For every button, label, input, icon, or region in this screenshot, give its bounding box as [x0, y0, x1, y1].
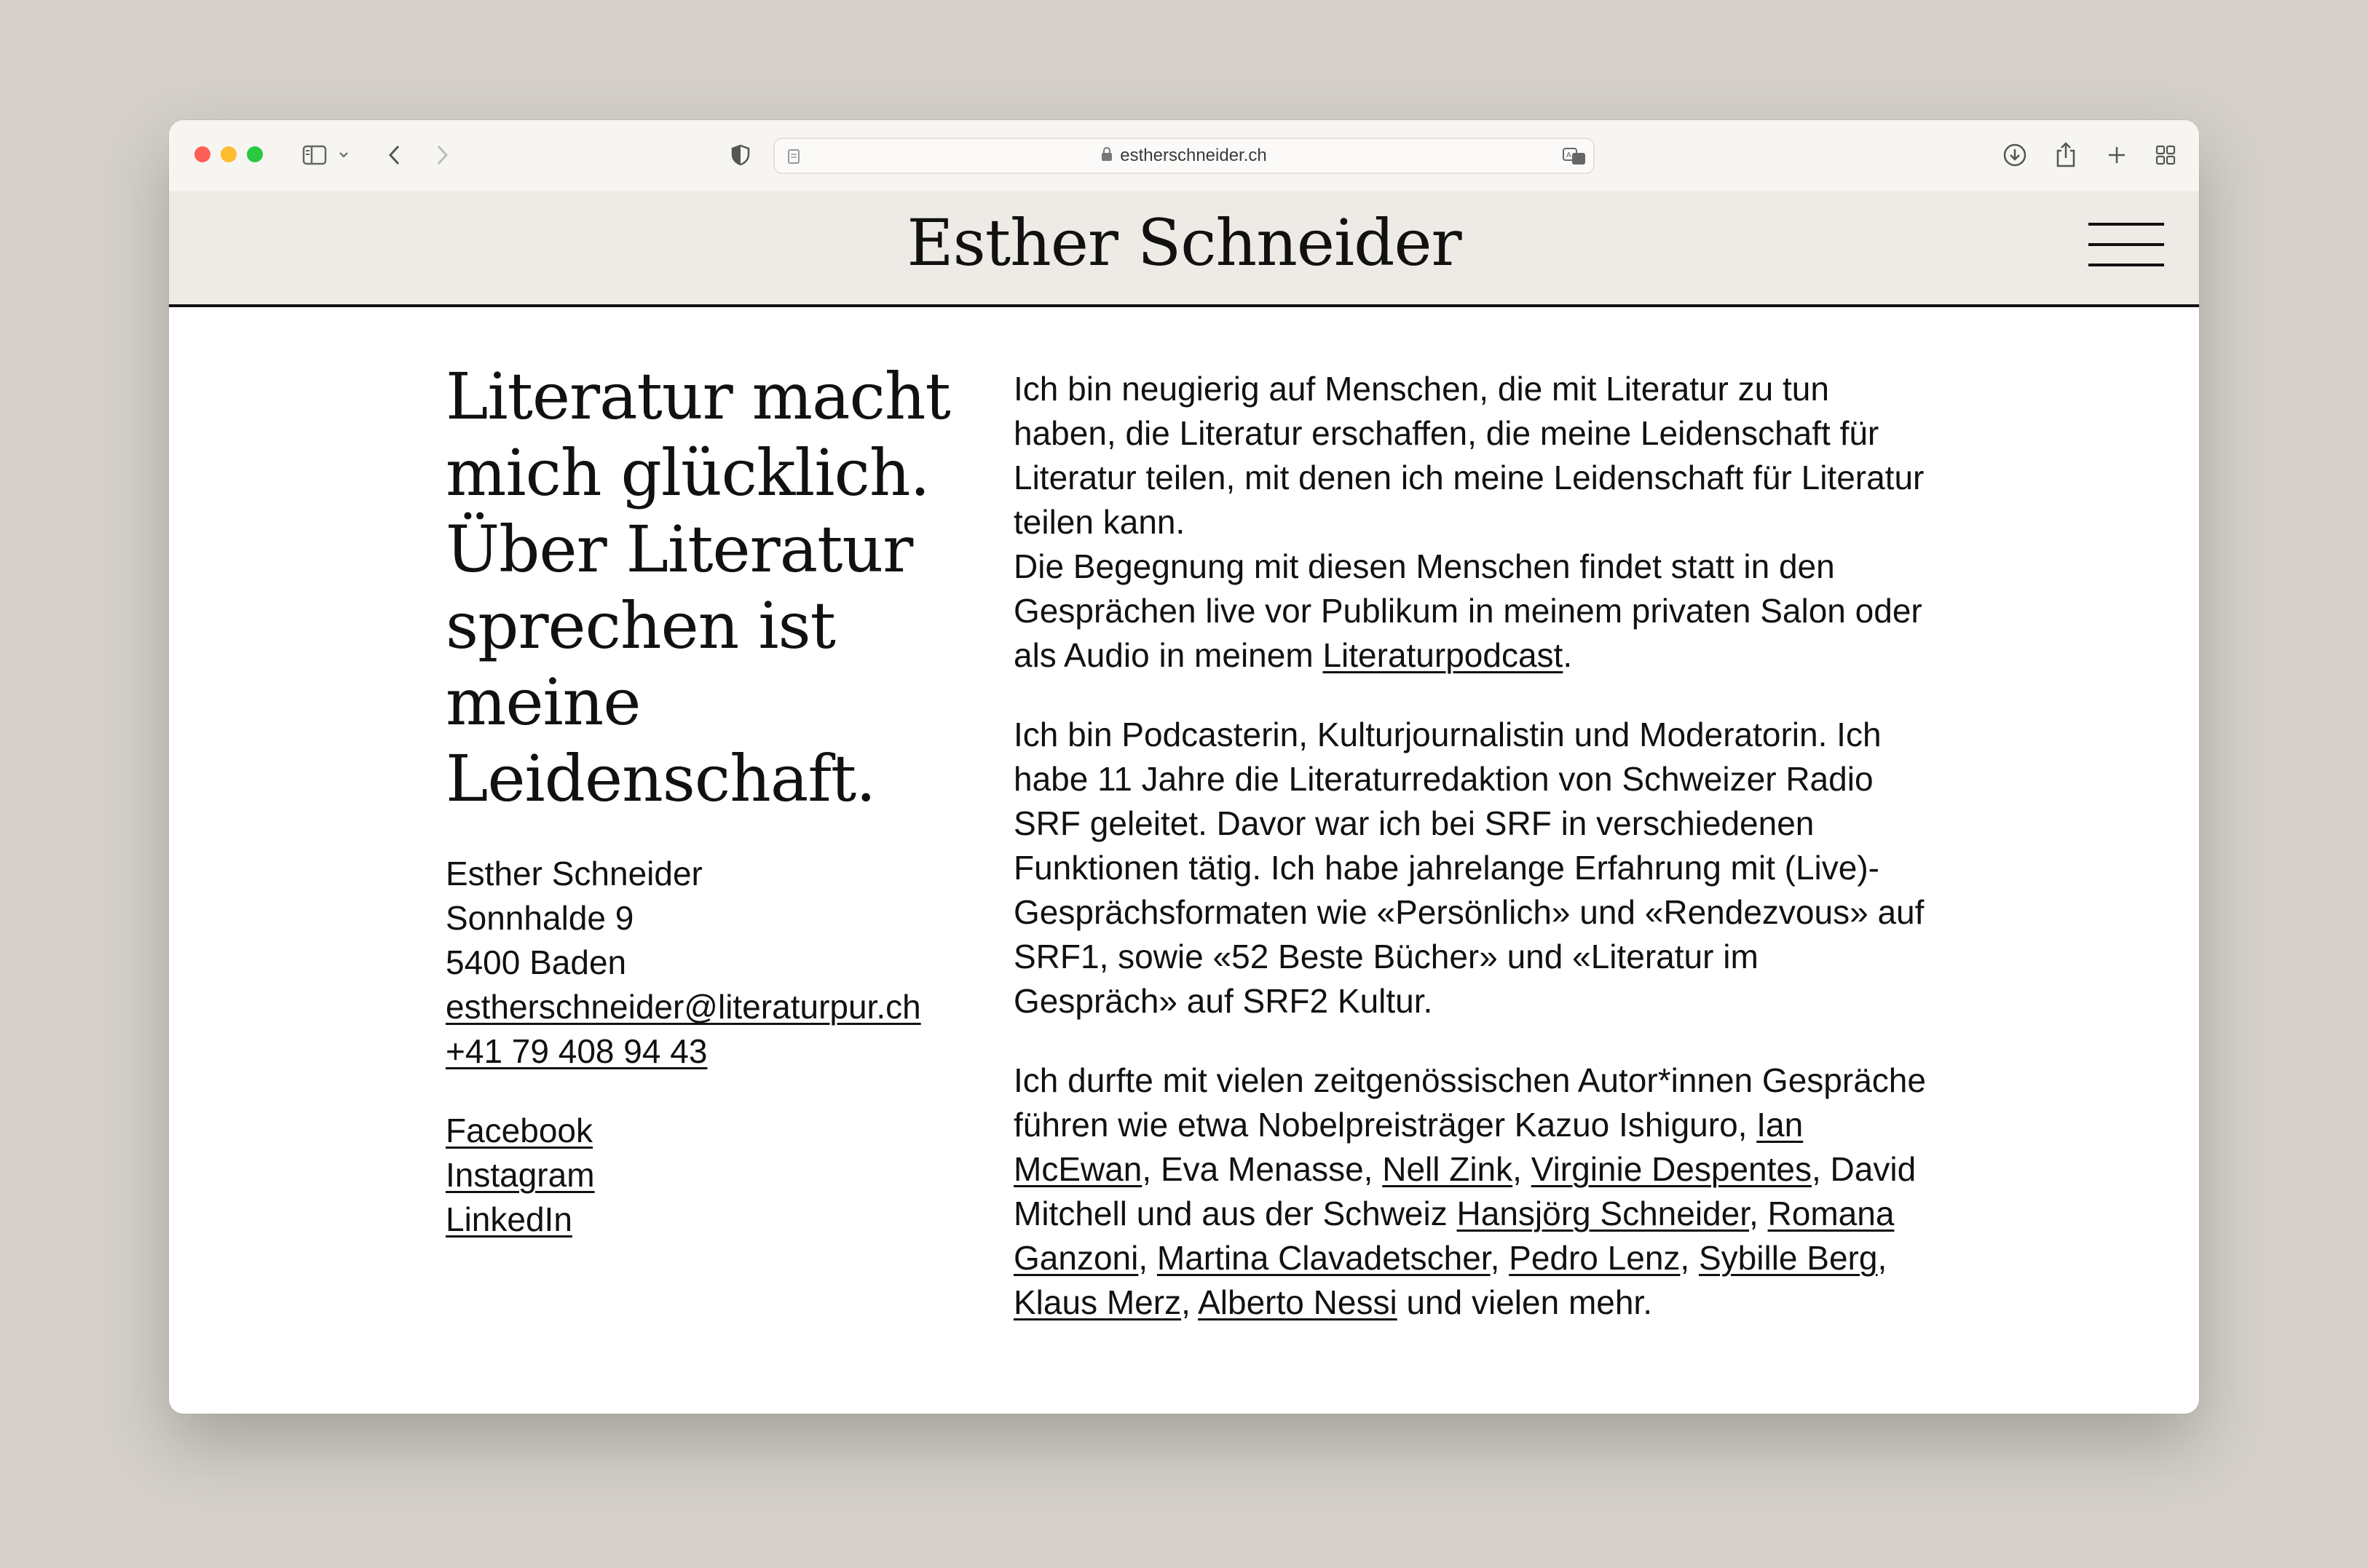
browser-window	[169, 120, 2199, 1414]
address-bar[interactable]	[773, 138, 1595, 174]
sidebar-icon[interactable]	[300, 140, 329, 170]
privacy-shield-icon[interactable]	[726, 140, 755, 170]
left-column	[446, 358, 970, 1242]
svg-text:A: A	[1566, 151, 1571, 159]
new-tab-icon[interactable]	[2102, 140, 2131, 170]
minimize-window-button[interactable]	[221, 146, 237, 162]
site-title[interactable]: Esther Schneider	[907, 205, 1461, 280]
right-column	[1014, 367, 1931, 1360]
author-link-martina-clavadetscher[interactable]: Martina Clavadetscher	[1156, 1239, 1491, 1277]
site-header	[169, 191, 2199, 307]
author-link-hansjoerg-schneider[interactable]: Hansjörg Schneider	[1456, 1195, 1749, 1232]
url-display[interactable]	[775, 139, 1593, 173]
podcast-link[interactable]: Literaturpodcast	[1322, 636, 1563, 674]
download-icon[interactable]	[2000, 140, 2029, 170]
phone-link[interactable]: +41 79 408 94 43	[446, 1032, 708, 1070]
author-link-romana-ganzoni[interactable]: Romana Ganzoni	[1014, 1195, 1895, 1277]
intro-paragraph: Ich bin neugierig auf Menschen, die mit Literatur zu tun haben, die Literatur erschaffen, die meine Leidenschaft für Literatur teilen, mit denen ich meine Leidenschaft für Literatur teilen kann. Die Begegnung mit diesen Menschen findet statt in den Gesprächen live vor Publikum in meinem privaten Salon oder als Audio in meinem Literaturpodcast.	[1014, 370, 1925, 674]
intro-text-2: Die Begegnung mit diesen Menschen findet statt in den Gesprächen live vor Publikum in meinem privaten Salon oder als Audio in meinem	[1014, 547, 1922, 674]
browser-toolbar	[169, 120, 2199, 192]
author-link-klaus-merz[interactable]: Klaus Merz	[1014, 1283, 1182, 1321]
contact-city: 5400 Baden	[446, 943, 627, 981]
linkedin-link[interactable]: LinkedIn	[446, 1200, 572, 1238]
author-link-virginie-despentes[interactable]: Virginie Despentes	[1531, 1150, 1812, 1188]
author-link-nell-zink[interactable]: Nell Zink	[1382, 1150, 1513, 1188]
close-window-button[interactable]	[194, 146, 210, 162]
forward-icon[interactable]	[427, 140, 457, 170]
author-link-ian-mcewan[interactable]: Ian McEwan	[1014, 1106, 1804, 1188]
intro-headline: Literatur macht mich glücklich. Über Literatur sprechen ist meine Leidenschaft.	[446, 359, 950, 816]
author-link-pedro-lenz[interactable]: Pedro Lenz	[1509, 1239, 1681, 1277]
chevron-down-icon[interactable]	[336, 140, 351, 170]
intro-text-1: Ich bin neugierig auf Menschen, die mit Literatur zu tun haben, die Literatur erschaffen, die meine Leidenschaft für Literatur teilen, mit denen ich meine Leidenschaft für Literatur teilen kann.	[1014, 370, 1925, 541]
tab-overview-icon[interactable]	[2151, 140, 2180, 170]
share-icon[interactable]	[2051, 140, 2080, 170]
author-link-alberto-nessi[interactable]: Alberto Nessi	[1198, 1283, 1397, 1321]
instagram-link[interactable]: Instagram	[446, 1156, 595, 1194]
author-link-sybille-berg[interactable]: Sybille Berg	[1698, 1239, 1878, 1277]
url-text: estherschneider.ch	[1120, 146, 1267, 165]
translate-icon[interactable]	[1560, 142, 1589, 171]
bio-paragraph: Ich bin Podcasterin, Kulturjournalistin und Moderatorin. Ich habe 11 Jahre die Literaturredaktion von Schweizer Radio SRF geleitet. Davor war ich bei SRF in verschiedenen Funktionen tätig. Ich habe jahrelange Erfahrung mit (Live)-Gesprächsformaten wie «Persönlich» und «Rendezvous» auf SRF1, sowie «52 Beste Bücher» und «Literatur im Gespräch» auf SRF2 Kultur.	[1014, 716, 1925, 1020]
email-link[interactable]: estherschneider@literaturpur.ch	[446, 988, 921, 1026]
lock-icon	[1101, 140, 1113, 173]
authors-paragraph: Ich durfte mit vielen zeitgenössischen Autor*innen Gespräche führen wie etwa Nobelpreisträger Kazuo Ishiguro, Ian McEwan, Eva Menasse, Nell Zink, Virginie Despentes, David Mitchell und aus der Schweiz Hansjörg Schneider, Romana Ganzoni, Martina Clavadetscher, Pedro Lenz, Sybille Berg, Klaus Merz, Alberto Nessi und vielen mehr.	[1014, 1061, 1926, 1321]
contact-block	[446, 852, 970, 1074]
page-content	[169, 307, 2199, 1414]
facebook-link[interactable]: Facebook	[446, 1112, 593, 1149]
contact-name: Esther Schneider	[446, 855, 703, 892]
hamburger-icon[interactable]	[2088, 223, 2164, 266]
contact-street: Sonnhalde 9	[446, 899, 634, 937]
back-icon[interactable]	[380, 140, 409, 170]
zoom-window-button[interactable]	[247, 146, 263, 162]
social-links	[446, 1109, 970, 1242]
